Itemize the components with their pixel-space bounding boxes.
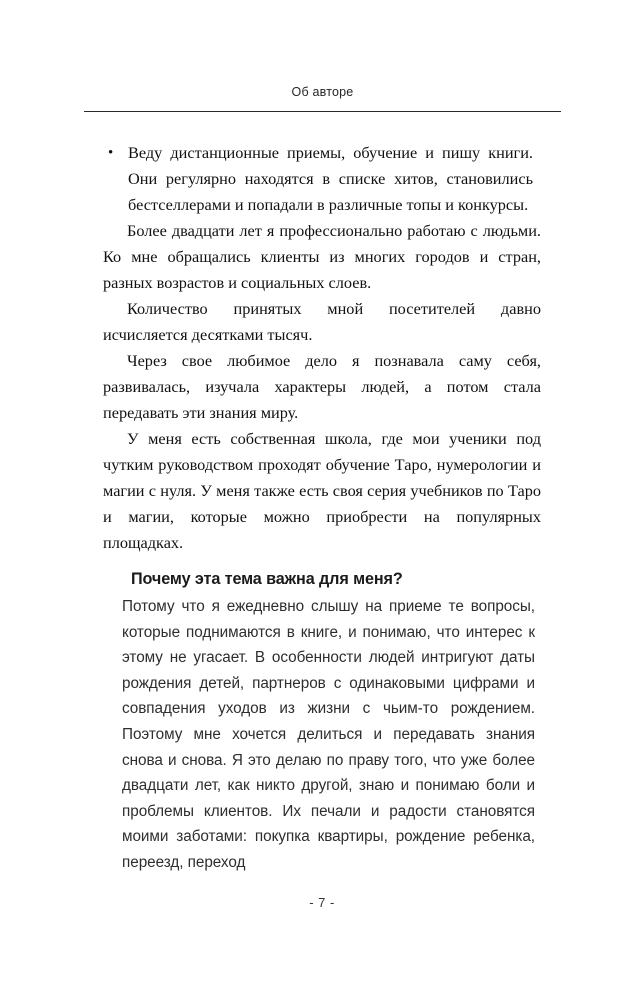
bullet-point-icon: • bbox=[108, 145, 114, 161]
list-item-text: Веду дистанционные приемы, обучение и пишу книги. Они регулярно находятся в списке хитов, становились бестселлерами и попадали в различные топы и конкурсы. bbox=[128, 143, 533, 214]
body-paragraph: У меня есть собственная школа, где мои ученики под чутким руководством проходят обучение Таро, нумерологии и магии с нуля. У меня также есть своя серия учебников по Таро и магии, которые можно приобрести на популярных площадках. bbox=[103, 429, 541, 552]
page-number: - 7 - bbox=[309, 895, 335, 910]
sans-body-section bbox=[122, 567, 535, 876]
body-paragraph: Через свое любимое дело я познавала саму себя, развивалась, изучала характеры людей, а потом стала передавать эти знания миру. bbox=[103, 351, 541, 422]
list-item bbox=[103, 140, 541, 218]
bullet-list bbox=[103, 140, 541, 218]
body-paragraph: Количество принятых мной посетителей давно исчисляется десятками тысяч. bbox=[103, 299, 541, 344]
section-paragraph: Потому что я ежедневно слышу на приеме те вопросы, которые поднимаются в книге, и понимаю, что интерес к этому не угасает. В особенности людей интригуют даты рождения детей, партнеров с одинаковыми цифрами и совпадения уходов из жизни с чьим-то рождением. Поэтому мне хочется делиться и передавать знания снова и снова. Я это делаю по праву того, что уже более двадцати лет, как никто другой, знаю и понимаю боли и проблемы клиентов. Их печали и радости становятся моими заботами: покупка квартиры, рождение ребенка, переезд, переход bbox=[122, 598, 535, 871]
body-paragraph: Более двадцати лет я профессионально работаю с людьми. Ко мне обращались клиенты из многих городов и стран, разных возрастов и социальных слоев. bbox=[103, 221, 541, 292]
running-head: Об авторе bbox=[291, 85, 354, 99]
section-heading: Почему эта тема важна для меня? bbox=[131, 570, 403, 588]
serif-body-section bbox=[103, 140, 541, 556]
header-divider-rule bbox=[84, 111, 561, 112]
